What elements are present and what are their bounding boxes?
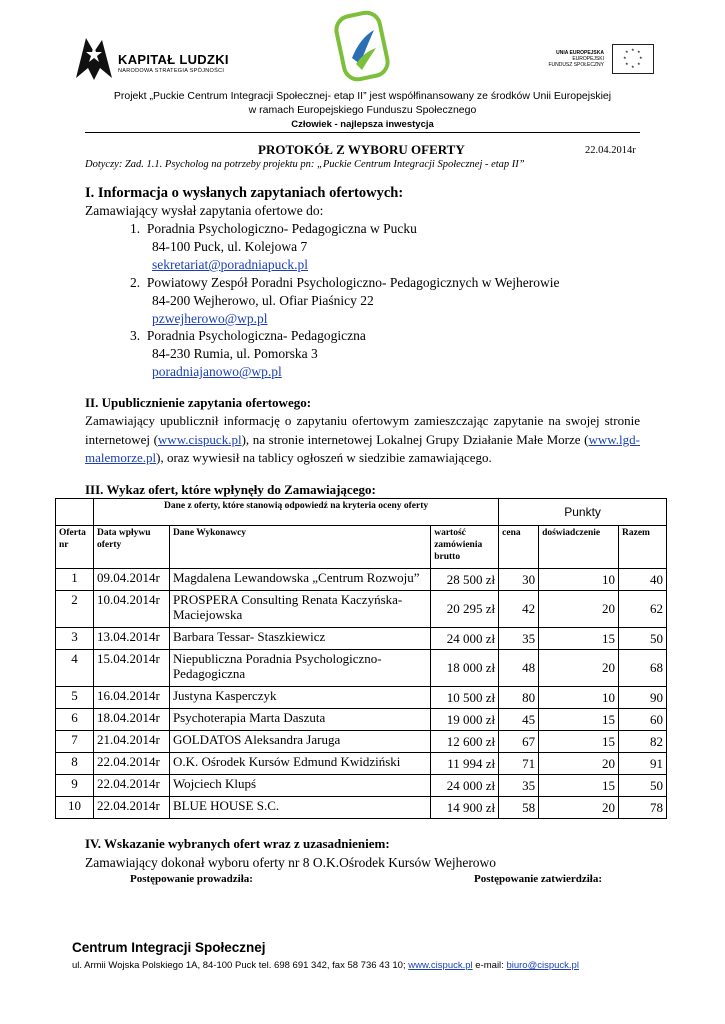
cell-cena: 45 bbox=[499, 709, 539, 731]
cell-doswiadczenie: 10 bbox=[539, 569, 619, 591]
eu-label-line2: EUROPEJSKI bbox=[572, 56, 604, 62]
footer-email-link[interactable]: biuro@cispuck.pl bbox=[506, 960, 579, 971]
list-item-address: 84-230 Rumia, ul. Pomorska 3 bbox=[152, 346, 318, 361]
cell-doswiadczenie: 15 bbox=[539, 709, 619, 731]
cell-data: 09.04.2014r bbox=[93, 569, 169, 591]
col-cena-header: cena bbox=[499, 526, 539, 569]
cell-wykonawca: Justyna Kasperczyk bbox=[169, 687, 430, 709]
dotyczy-line: Dotyczy: Zad. 1.1. Psycholog na potrzeby projektu pn: „Puckie Centrum Integracji Społecznej - etap II” bbox=[85, 159, 525, 170]
col-data-header: Data wpływu oferty bbox=[93, 526, 169, 569]
cell-razem: 78 bbox=[619, 797, 667, 819]
section2-text-c: ), oraz wywiesił na tablicy ogłoszeń w siedzibie zamawiającego. bbox=[156, 450, 492, 465]
cell-wykonawca: O.K. Ośrodek Kursów Edmund Kwidziński bbox=[169, 753, 430, 775]
table-row bbox=[56, 591, 667, 628]
footer-contact bbox=[72, 960, 579, 971]
document-date: 22.04.2014r bbox=[585, 145, 636, 156]
cell-doswiadczenie: 20 bbox=[539, 650, 619, 687]
table-row bbox=[56, 650, 667, 687]
footer-web-link[interactable]: www.cispuck.pl bbox=[408, 960, 473, 971]
table-row bbox=[56, 569, 667, 591]
cell-cena: 58 bbox=[499, 797, 539, 819]
table-header-punkty: Punkty bbox=[499, 499, 667, 526]
footer-email-label: e-mail: bbox=[472, 960, 507, 971]
section1-heading: I. Informacja o wysłanych zapytaniach ofertowych: bbox=[85, 185, 404, 201]
svg-text:★: ★ bbox=[623, 55, 627, 60]
cell-doswiadczenie: 20 bbox=[539, 753, 619, 775]
cell-razem: 60 bbox=[619, 709, 667, 731]
cell-wykonawca: Niepubliczna Poradnia Psychologiczno-Pedagogiczna bbox=[169, 650, 430, 687]
cell-nr: 9 bbox=[56, 775, 94, 797]
cell-nr: 7 bbox=[56, 731, 94, 753]
table-row bbox=[56, 775, 667, 797]
cell-wartosc: 11 994 zł bbox=[431, 753, 499, 775]
cell-wartosc: 19 000 zł bbox=[431, 709, 499, 731]
cell-wykonawca: PROSPERA Consulting Renata Kaczyńska-Maciejowska bbox=[169, 591, 430, 628]
table-header-empty bbox=[56, 499, 94, 526]
col-wykonawca-header: Dane Wykonawcy bbox=[169, 526, 430, 569]
cell-cena: 30 bbox=[499, 569, 539, 591]
cell-razem: 82 bbox=[619, 731, 667, 753]
cell-wykonawca: Psychoterapia Marta Daszuta bbox=[169, 709, 430, 731]
table-header-row-top bbox=[56, 499, 667, 526]
col-razem-header: Razem bbox=[619, 526, 667, 569]
cell-doswiadczenie: 15 bbox=[539, 628, 619, 650]
cell-nr: 1 bbox=[56, 569, 94, 591]
cell-cena: 71 bbox=[499, 753, 539, 775]
cell-data: 18.04.2014r bbox=[93, 709, 169, 731]
list-item bbox=[130, 327, 366, 381]
cell-cena: 80 bbox=[499, 687, 539, 709]
cell-cena: 35 bbox=[499, 775, 539, 797]
project-line-2: w ramach Europejskiego Funduszu Społecznego bbox=[248, 104, 477, 116]
cell-razem: 50 bbox=[619, 775, 667, 797]
svg-text:★: ★ bbox=[631, 64, 635, 69]
cell-cena: 48 bbox=[499, 650, 539, 687]
cell-nr: 5 bbox=[56, 687, 94, 709]
list-item-num: 3. bbox=[130, 328, 141, 343]
svg-text:★: ★ bbox=[625, 61, 629, 66]
list-item bbox=[130, 220, 417, 274]
section2-text-a: Zamawiający upublicznił informację o zapytaniu ofertowym zamieszczając zapytanie na swojej stronie internetowej ( bbox=[85, 413, 640, 447]
cell-nr: 3 bbox=[56, 628, 94, 650]
ci-emblem-icon bbox=[330, 8, 394, 84]
cell-data: 21.04.2014r bbox=[93, 731, 169, 753]
page-title: PROTOKÓŁ Z WYBORU OFERTY bbox=[258, 142, 465, 157]
cell-data: 10.04.2014r bbox=[93, 591, 169, 628]
kapital-ludzki-title: KAPITAŁ LUDZKI bbox=[118, 52, 229, 67]
cell-wartosc: 18 000 zł bbox=[431, 650, 499, 687]
header-divider bbox=[85, 132, 640, 133]
cell-wykonawca: Barbara Tessar- Staszkiewicz bbox=[169, 628, 430, 650]
kapital-ludzki-emblem-icon bbox=[72, 34, 116, 82]
eu-label bbox=[548, 50, 604, 68]
eu-flag-icon bbox=[612, 44, 654, 74]
cell-wartosc: 28 500 zł bbox=[431, 569, 499, 591]
section4-text: Zamawiający dokonał wyboru oferty nr 8 O.K.Ośrodek Kursów Wejherowo bbox=[85, 855, 497, 870]
cell-cena: 67 bbox=[499, 731, 539, 753]
cell-nr: 2 bbox=[56, 591, 94, 628]
table-row bbox=[56, 731, 667, 753]
cell-razem: 62 bbox=[619, 591, 667, 628]
list-item-email-link[interactable]: sekretariat@poradniapuck.pl bbox=[152, 257, 308, 272]
list-item-num: 2. bbox=[130, 275, 141, 290]
lgd-malemorze-link[interactable]: www.lgd-malemorze.pl bbox=[85, 431, 640, 465]
cell-data: 22.04.2014r bbox=[93, 797, 169, 819]
eu-label-line3: FUNDUSZ SPOŁECZNY bbox=[548, 62, 604, 68]
cell-nr: 6 bbox=[56, 709, 94, 731]
cell-wartosc: 24 000 zł bbox=[431, 628, 499, 650]
table-row bbox=[56, 797, 667, 819]
eu-label-line1: UNIA EUROPEJSKA bbox=[556, 50, 604, 56]
list-item-email-link[interactable]: pzwejherowo@wp.pl bbox=[152, 311, 268, 326]
list-item bbox=[130, 274, 559, 328]
cell-nr: 10 bbox=[56, 797, 94, 819]
list-item-name: Poradnia Psychologiczno- Pedagogiczna w Pucku bbox=[146, 221, 417, 236]
project-line-3: Człowiek - najlepsza inwestycja bbox=[291, 119, 434, 130]
project-line-1: Projekt „Puckie Centrum Integracji Społecznej- etap II” jest współfinansowany ze środków Unii Europejskiej bbox=[113, 90, 612, 102]
col-wartosc-header: wartość zamówienia brutto bbox=[431, 526, 499, 569]
section4-heading: IV. Wskazanie wybranych ofert wraz z uzasadnieniem: bbox=[85, 836, 390, 851]
section2-paragraph bbox=[85, 412, 640, 468]
cell-data: 13.04.2014r bbox=[93, 628, 169, 650]
cell-razem: 90 bbox=[619, 687, 667, 709]
cell-data: 16.04.2014r bbox=[93, 687, 169, 709]
cell-data: 15.04.2014r bbox=[93, 650, 169, 687]
table-header-main: Dane z oferty, które stanowią odpowiedź na kryteria oceny oferty bbox=[93, 499, 498, 526]
cell-nr: 8 bbox=[56, 753, 94, 775]
cell-data: 22.04.2014r bbox=[93, 753, 169, 775]
cell-nr: 4 bbox=[56, 650, 94, 687]
col-oferta-header: Oferta nr bbox=[56, 526, 94, 569]
cell-doswiadczenie: 10 bbox=[539, 687, 619, 709]
list-item-num: 1. bbox=[130, 221, 141, 236]
footer-title: Centrum Integracji Społecznej bbox=[72, 940, 266, 955]
cell-wykonawca: Wojciech Klupś bbox=[169, 775, 430, 797]
signature-right-label: Postępowanie zatwierdziła: bbox=[474, 873, 602, 885]
svg-text:★: ★ bbox=[639, 55, 643, 60]
cell-razem: 68 bbox=[619, 650, 667, 687]
table-row bbox=[56, 753, 667, 775]
cell-wartosc: 20 295 zł bbox=[431, 591, 499, 628]
list-item-name: Powiatowy Zespół Poradni Psychologiczno- Pedagogicznych w Wejherowie bbox=[146, 275, 560, 290]
cell-doswiadczenie: 15 bbox=[539, 731, 619, 753]
cell-wartosc: 24 000 zł bbox=[431, 775, 499, 797]
list-item-name: Poradnia Psychologiczna- Pedagogiczna bbox=[146, 328, 366, 343]
offers-table bbox=[55, 498, 667, 819]
section2-heading: II. Upublicznienie zapytania ofertowego: bbox=[85, 395, 312, 410]
section1-intro: Zamawiający wysłał zapytania ofertowe do: bbox=[85, 203, 324, 218]
cell-razem: 40 bbox=[619, 569, 667, 591]
cispuck-link[interactable]: www.cispuck.pl bbox=[157, 431, 242, 447]
svg-text:★: ★ bbox=[637, 61, 641, 66]
list-item-address: 84-200 Wejherowo, ul. Ofiar Piaśnicy 22 bbox=[152, 293, 374, 308]
svg-text:★: ★ bbox=[637, 49, 641, 54]
cell-doswiadczenie: 20 bbox=[539, 797, 619, 819]
cell-wartosc: 10 500 zł bbox=[431, 687, 499, 709]
cell-razem: 91 bbox=[619, 753, 667, 775]
table-header-row bbox=[56, 526, 667, 569]
cell-razem: 50 bbox=[619, 628, 667, 650]
cell-wartosc: 14 900 zł bbox=[431, 797, 499, 819]
cell-cena: 35 bbox=[499, 628, 539, 650]
cell-data: 22.04.2014r bbox=[93, 775, 169, 797]
cell-doswiadczenie: 15 bbox=[539, 775, 619, 797]
cell-cena: 42 bbox=[499, 591, 539, 628]
cell-wykonawca: Magdalena Lewandowska „Centrum Rozwoju” bbox=[169, 569, 430, 591]
list-item-address: 84-100 Puck, ul. Kolejowa 7 bbox=[152, 239, 308, 254]
footer-address: ul. Armii Wojska Polskiego 1A, 84-100 Puck tel. 698 691 342, fax 58 736 43 10; bbox=[72, 960, 409, 971]
cell-wykonawca: BLUE HOUSE S.C. bbox=[169, 797, 430, 819]
table-row bbox=[56, 687, 667, 709]
svg-text:★: ★ bbox=[631, 47, 635, 52]
table-row bbox=[56, 709, 667, 731]
section2-text-b: ), na stronie internetowej Lokalnej Grupy Działanie Małe Morze ( bbox=[241, 431, 589, 447]
table-row bbox=[56, 628, 667, 650]
ci-logo bbox=[330, 8, 394, 84]
kapital-ludzki-subtitle: NARODOWA STRATEGIA SPÓJNOŚCI bbox=[118, 68, 225, 74]
cell-wykonawca: GOLDATOS Aleksandra Jaruga bbox=[169, 731, 430, 753]
list-item-email-link[interactable]: poradniajanowo@wp.pl bbox=[152, 364, 282, 379]
section3-heading: III. Wykaz ofert, które wpłynęły do Zamawiającego: bbox=[85, 482, 376, 497]
signature-left-label: Postępowanie prowadziła: bbox=[130, 873, 253, 885]
col-doswiadczenie-header: doświadczenie bbox=[539, 526, 619, 569]
cell-doswiadczenie: 20 bbox=[539, 591, 619, 628]
cell-wartosc: 12 600 zł bbox=[431, 731, 499, 753]
svg-text:★: ★ bbox=[625, 49, 629, 54]
